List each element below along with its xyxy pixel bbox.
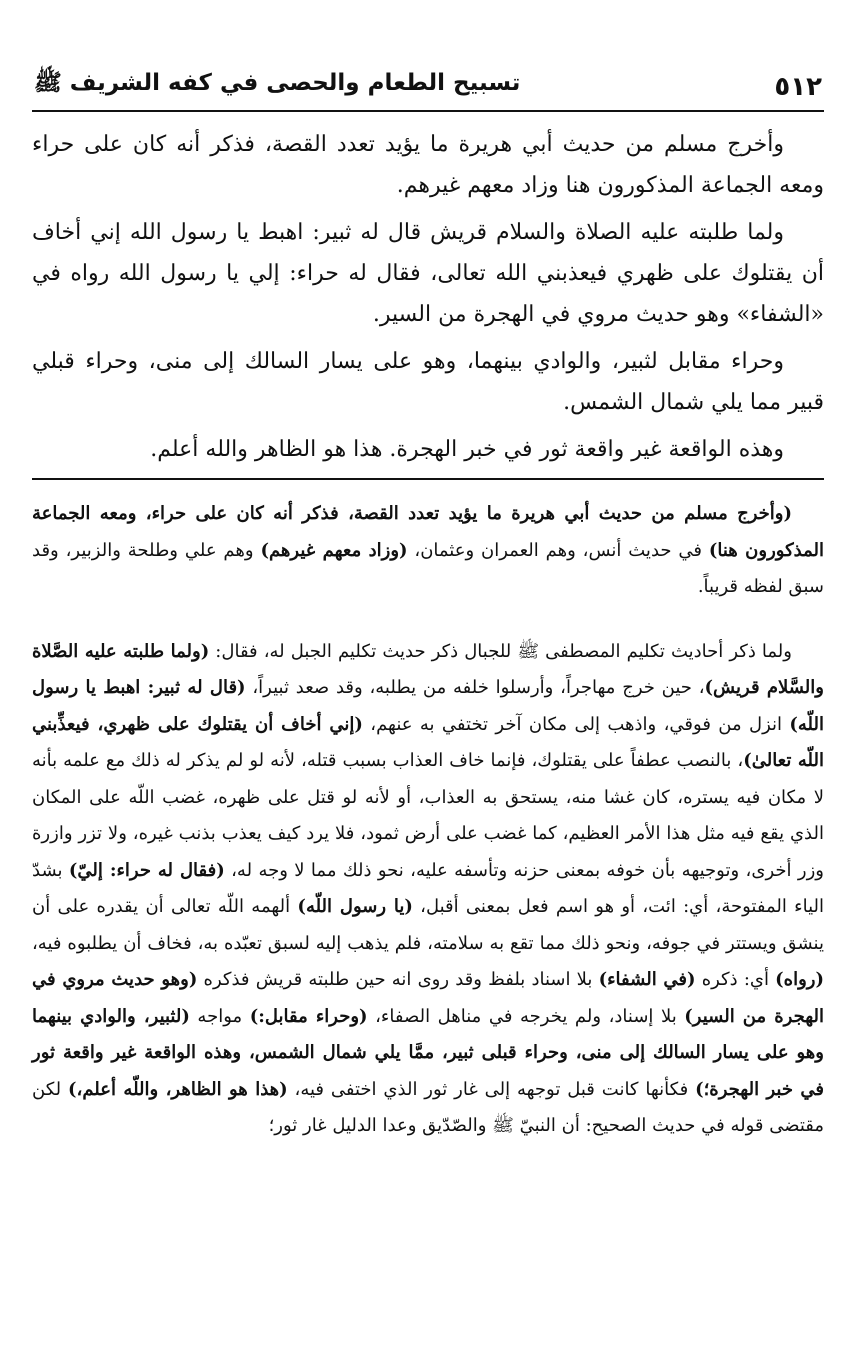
commentary-phrase: لكن مقتضى قوله في حديث الصحيح: أن النبيّ ﷺ والصّدّيق وعدا الدليل غار ثور؛ xyxy=(32,1078,824,1136)
commentary-paragraph xyxy=(32,634,824,1145)
page-header xyxy=(32,58,824,102)
commentary-phrase: وهم علي وطلحة والزبير، وقد سبق لفظه قريباً. xyxy=(32,539,824,597)
commentary-phrase: أي: ذكره xyxy=(695,969,776,990)
commentary-phrase: بشدّ الياء المفتوحة، أي: ائت، أو هو اسم فعل بمعنى أقبل، xyxy=(32,859,825,917)
page-number: ٥١٢ xyxy=(774,72,822,102)
commentary-phrase: فكأنها كانت قبل توجهه إلى غار ثور الذي اختفى فيه، xyxy=(287,1078,696,1100)
quoted-matn-phrase: (إني أخاف أن يقتلوك على ظهري، فيعذِّبني اللّه تعالىٰ) xyxy=(32,713,825,771)
quoted-matn-phrase: (ولما طلبته عليه الصَّلاة والسَّلام قريش) xyxy=(32,640,824,698)
main-paragraph: وهذه الواقعة غير واقعة ثور في خبر الهجرة. هذا هو الظاهر والله أعلم. xyxy=(150,437,784,462)
commentary-phrase: بلا اسناد بلفظ وقد روى انه حين طلبته قريش فذكره xyxy=(197,969,599,990)
quoted-matn-phrase: (لثبير، والوادي بينهما وهو على يسار السالك إلى منى، وحراء قبلى ثبير، ممَّا يلي شمال الشمس، وهذه الواقعة غير واقعة ثور في خبر الهجرة؛) xyxy=(32,1005,824,1100)
quoted-matn-phrase: (فقال له حراء: إليّ) xyxy=(68,859,225,881)
commentary-separator-rule xyxy=(32,478,824,480)
main-paragraph: وحراء مقابل لثبير، والوادي بينهما، وهو على يسار السالك إلى منى، وحراء قبلي قبير مما يلي شمال الشمس. xyxy=(32,349,824,415)
commentary-text xyxy=(32,496,824,1145)
commentary-phrase: ولما ذكر أحاديث تكليم المصطفى ﷺ للجبال ذكر حديث تكليم الجبل له، فقال: xyxy=(209,640,792,662)
quoted-matn-phrase: (رواه) xyxy=(775,969,824,990)
quoted-matn-phrase: (في الشفاء) xyxy=(598,969,696,990)
running-title: تسبيح الطعام والحصى في كفه الشريف ﷺ xyxy=(34,70,521,96)
quoted-matn-phrase: (هذا هو الظاهر، واللّه أعلم،) xyxy=(68,1078,288,1100)
quoted-matn-phrase: (وحراء مقابل:) xyxy=(249,1005,368,1027)
quoted-matn-phrase: (يا رسول اللّه) xyxy=(297,896,413,917)
commentary-phrase: مواجه xyxy=(189,1005,250,1027)
main-paragraph: وأخرج مسلم من حديث أبي هريرة ما يؤيد تعدد القصة، فذكر أنه كان على حراء ومعه الجماعة المذكورون هنا وزاد معهم غيرهم. xyxy=(32,132,824,198)
commentary-phrase: ، حين خرج مهاجراً، وأرسلوا خلفه من يطلبه، وقد صعد ثبيراً، xyxy=(245,677,705,698)
commentary-phrase: انزل من فوقي، واذهب إلى مكان آخر تختفي به عنهم، xyxy=(362,713,790,735)
commentary-phrase: بلا إسناد، ولم يخرجه في مناهل الصفاء، xyxy=(367,1005,685,1027)
quoted-matn-phrase: (وهو حديث مروي في الهجرة من السير) xyxy=(32,969,824,1027)
commentary-paragraph xyxy=(32,496,824,606)
commentary-phrase: في حديث أنس، وهم العمران وعثمان، xyxy=(407,539,709,561)
main-paragraph: ولما طلبته عليه الصلاة والسلام قريش قال له ثبير: اهبط يا رسول الله إني أخاف أن يقتلوك على ظهري فيعذبني الله تعالى، فقال له حراء: إلي يا رسول الله رواه في «الشفاء» وهو حديث مروي في الهجرة من السير. xyxy=(32,220,824,327)
quoted-matn-phrase: (قال له ثبير: اهبط يا رسول اللّه) xyxy=(32,677,825,735)
header-rule xyxy=(32,110,824,112)
commentary-phrase: ألهمه اللّه تعالى أن يقدره على أن ينشق ويستتر في جوفه، ونحو ذلك مما تقع به سلامته، فلم يذهب إليه لسبق تعبّده به، فخاف أن يطلبوه فيه، xyxy=(32,896,824,954)
main-text xyxy=(32,124,824,470)
book-page xyxy=(32,58,824,1145)
quoted-matn-phrase: (وزاد معهم غيرهم) xyxy=(260,539,408,561)
quoted-matn-phrase: (وأخرج مسلم من حديث أبي هريرة ما يؤيد تعدد القصة، فذكر أنه كان على حراء، ومعه الجماعة المذكورون هنا) xyxy=(32,503,824,561)
commentary-phrase: ، بالنصب عطفاً على يقتلوك، فإنما خاف العذاب بسبب قتله، لأنه لو لم يذكر له ذلك مع علمه بأنه لا مكان فيه يستره، كان غشا منه، يستحق به العذاب، أو لأنه لو قتل على ظهره، غضب اللّه على المكان الذي يقع فيه مثل هذا الأمر العظيم، كما غضب على أرض ثمود، فلا يرد كيف يعذب بذنب غيره، ولا تزر وازرة وزر أخرى، وتوجيهه بأن خوفه بمعنى حزنه وتأسفه عليه، نحو ذلك مما لا وجه له، xyxy=(32,750,824,881)
